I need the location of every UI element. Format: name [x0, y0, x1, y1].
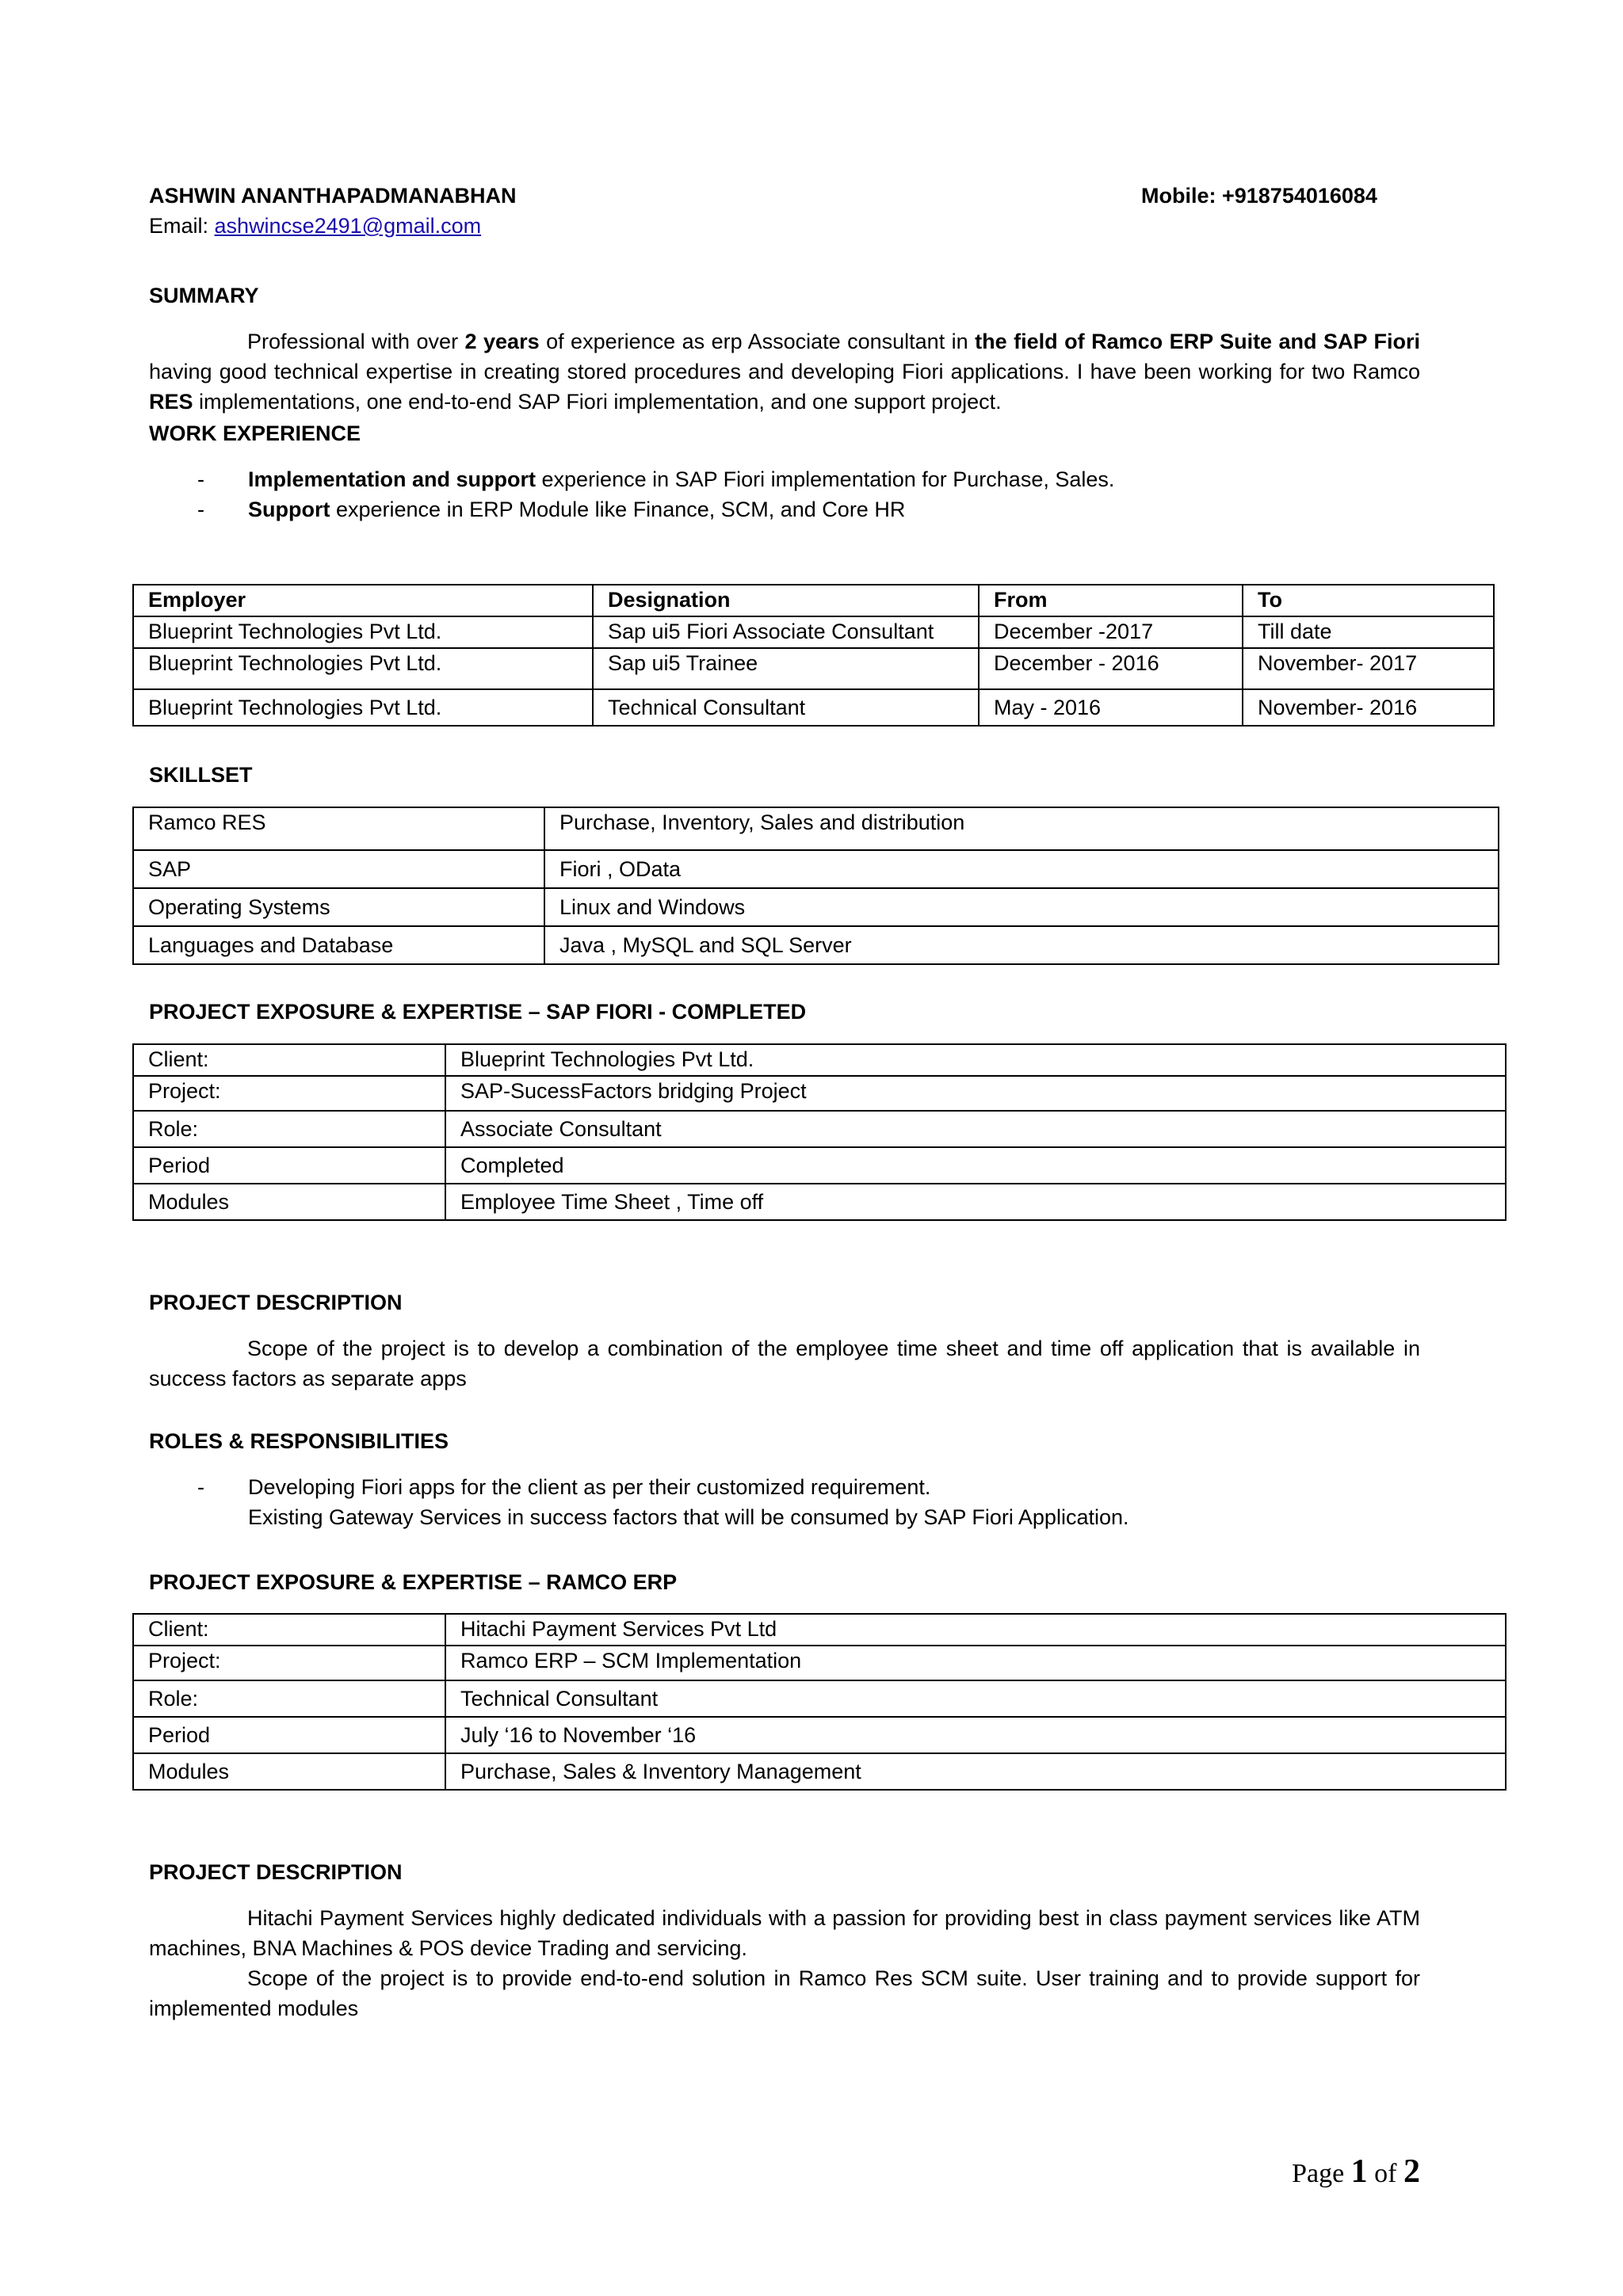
- cell-employer: Blueprint Technologies Pvt Ltd.: [133, 689, 593, 726]
- table-row: [133, 850, 1499, 888]
- project2-description-2: Scope of the project is to provide end-to-end solution in Ramco Res SCM suite. User training and to provide support for implemented modules: [149, 1966, 1420, 2020]
- table-row: [133, 1076, 1506, 1111]
- cell-to: Till date: [1243, 616, 1494, 648]
- project1-table: [132, 1043, 1507, 1221]
- project-field-label: Client:: [133, 1044, 445, 1076]
- skill-category: Operating Systems: [133, 888, 544, 926]
- project2-description-heading: PROJECT DESCRIPTION: [149, 1860, 403, 1884]
- page-footer: [1292, 2153, 1420, 2190]
- table-row: [133, 1147, 1506, 1184]
- header-designation: Designation: [593, 585, 979, 616]
- email-line: [149, 211, 481, 241]
- project1-description: Scope of the project is to develop a combination of the employee time sheet and time off application that is available in success factors as separate apps: [149, 1337, 1420, 1390]
- skillset-heading: SKILLSET: [149, 763, 253, 787]
- table-row: [133, 1717, 1506, 1753]
- skillset-table: [132, 807, 1499, 965]
- header-to: To: [1243, 585, 1494, 616]
- email-label: Email:: [149, 214, 215, 238]
- table-row: [133, 1614, 1506, 1646]
- mobile-number: Mobile: +918754016084: [1141, 184, 1377, 208]
- table-row: [133, 1184, 1506, 1220]
- skill-value: Java , MySQL and SQL Server: [544, 926, 1499, 964]
- cell-from: December -2017: [979, 616, 1243, 648]
- cell-from: May - 2016: [979, 689, 1243, 726]
- email-link[interactable]: ashwincse2491@gmail.com: [214, 214, 482, 238]
- project-field-value: Hitachi Payment Services Pvt Ltd: [445, 1614, 1506, 1646]
- table-row: [133, 689, 1494, 726]
- bullet-dash: -: [197, 1475, 204, 1499]
- role-item-2: Existing Gateway Services in success factors that will be consumed by SAP Fiori Application.: [248, 1505, 1129, 1529]
- bullet-dash: -: [197, 498, 204, 521]
- project-field-label: Client:: [133, 1614, 445, 1646]
- project-field-label: Role:: [133, 1111, 445, 1147]
- bullet-dash: -: [197, 467, 204, 491]
- cell-designation: Sap ui5 Fiori Associate Consultant: [593, 616, 979, 648]
- project-field-value: Ramco ERP – SCM Implementation: [445, 1646, 1506, 1680]
- work-experience-heading: WORK EXPERIENCE: [149, 421, 361, 445]
- work-bullet-2: - Support experience in ERP Module like Finance, SCM, and Core HR: [248, 494, 905, 524]
- roles-heading: ROLES & RESPONSIBILITIES: [149, 1429, 449, 1453]
- header-employer: Employer: [133, 585, 593, 616]
- page-of-label: of: [1367, 2159, 1403, 2188]
- project-field-value: July ‘16 to November ‘16: [445, 1717, 1506, 1753]
- project-field-value: Employee Time Sheet , Time off: [445, 1184, 1506, 1220]
- project-field-value: Technical Consultant: [445, 1680, 1506, 1717]
- candidate-name: ASHWIN ANANTHAPADMANABHAN: [149, 184, 517, 208]
- project-field-label: Project:: [133, 1646, 445, 1680]
- employment-table: [132, 584, 1495, 727]
- table-row: [133, 926, 1499, 964]
- cell-designation: Technical Consultant: [593, 689, 979, 726]
- cell-designation: Sap ui5 Trainee: [593, 648, 979, 689]
- project-field-value: Completed: [445, 1147, 1506, 1184]
- project-field-label: Modules: [133, 1184, 445, 1220]
- project2-description-1: Hitachi Payment Services highly dedicated individuals with a passion for providing best in class payment services like ATM machines, BNA Machines & POS device Trading and servicing.: [149, 1906, 1420, 1960]
- project-field-value: Blueprint Technologies Pvt Ltd.: [445, 1044, 1506, 1076]
- employment-header-row: [133, 585, 1494, 616]
- project-field-label: Project:: [133, 1076, 445, 1111]
- cell-to: November- 2016: [1243, 689, 1494, 726]
- project1-heading: PROJECT EXPOSURE & EXPERTISE – SAP FIORI - COMPLETED: [149, 1000, 807, 1024]
- summary-heading: SUMMARY: [149, 284, 259, 307]
- project-field-label: Modules: [133, 1753, 445, 1790]
- table-row: [133, 1646, 1506, 1680]
- project-field-label: Role:: [133, 1680, 445, 1717]
- cell-from: December - 2016: [979, 648, 1243, 689]
- table-row: [133, 807, 1499, 850]
- cell-employer: Blueprint Technologies Pvt Ltd.: [133, 616, 593, 648]
- skill-category: SAP: [133, 850, 544, 888]
- header-from: From: [979, 585, 1243, 616]
- work-bullet-1: - Implementation and support experience in SAP Fiori implementation for Purchase, Sales.: [248, 464, 1114, 494]
- project-field-value: Associate Consultant: [445, 1111, 1506, 1147]
- skill-category: Ramco RES: [133, 807, 544, 850]
- project-field-value: Purchase, Sales & Inventory Management: [445, 1753, 1506, 1790]
- project2-table: [132, 1613, 1507, 1791]
- skill-value: Linux and Windows: [544, 888, 1499, 926]
- summary-paragraph: Professional with over 2 years of experience as erp Associate consultant in the field of Ramco ERP Suite and SAP Fiori having good technical expertise in creating stored procedures and developing Fiori applications. I have been working for two Ramco RES implementations, one end-to-end SAP Fiori implementation, and one support project.: [149, 330, 1421, 414]
- skill-value: Fiori , OData: [544, 850, 1499, 888]
- project-field-label: Period: [133, 1717, 445, 1753]
- page-number: 1: [1350, 2153, 1368, 2190]
- skill-value: Purchase, Inventory, Sales and distribution: [544, 807, 1499, 850]
- table-row: [133, 1680, 1506, 1717]
- project-field-label: Period: [133, 1147, 445, 1184]
- page-label: Page: [1292, 2159, 1351, 2188]
- page-total: 2: [1403, 2153, 1420, 2190]
- skill-category: Languages and Database: [133, 926, 544, 964]
- project2-heading: PROJECT EXPOSURE & EXPERTISE – RAMCO ERP: [149, 1570, 678, 1594]
- table-row: [133, 1753, 1506, 1790]
- table-row: [133, 1111, 1506, 1147]
- cell-employer: Blueprint Technologies Pvt Ltd.: [133, 648, 593, 689]
- project-field-value: SAP-SucessFactors bridging Project: [445, 1076, 1506, 1111]
- cell-to: November- 2017: [1243, 648, 1494, 689]
- table-row: [133, 1044, 1506, 1076]
- table-row: [133, 616, 1494, 648]
- role-item-1: - Developing Fiori apps for the client as per their customized requirement.: [248, 1472, 930, 1502]
- project1-description-heading: PROJECT DESCRIPTION: [149, 1291, 403, 1314]
- table-row: [133, 888, 1499, 926]
- table-row: [133, 648, 1494, 689]
